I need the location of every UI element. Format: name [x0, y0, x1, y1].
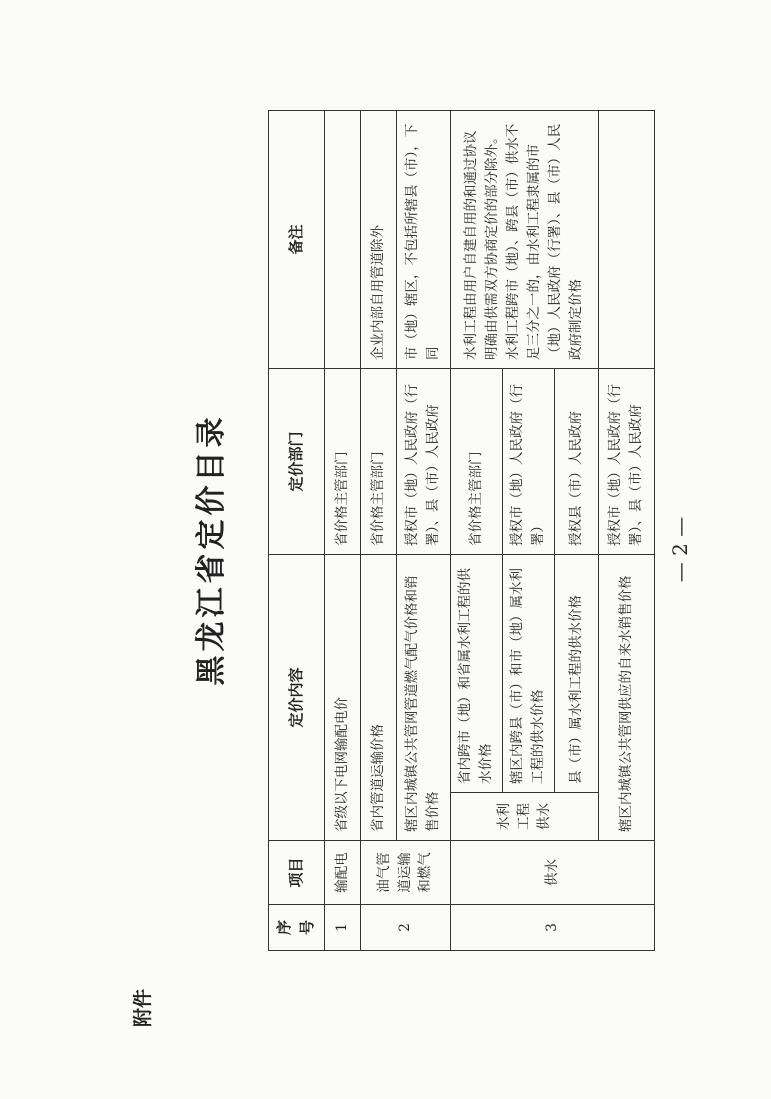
attachment-label: 附件 [132, 988, 154, 1027]
header-project: 项目 [269, 841, 325, 905]
cell-dept: 省价格主管部门 [324, 368, 360, 554]
header-content: 定价内容 [269, 554, 325, 840]
cell-project: 油气管道运输和燃气 [360, 841, 450, 905]
cell-content: 辖区内城镇公共管网管道燃气配气价格和销售价格 [396, 554, 450, 840]
table-header-row [269, 110, 325, 950]
cell-content: 辖区内跨县（市）和市（地）属水利工程的供水价格 [502, 554, 554, 792]
table-row [360, 110, 396, 950]
header-note: 备注 [269, 110, 325, 368]
cell-note: 企业内部自用管道除外 [360, 110, 396, 368]
header-dept: 定价部门 [269, 368, 325, 554]
pricing-catalog-table [268, 110, 655, 951]
table-row [450, 110, 502, 950]
cell-content: 辖区内城镇公共管网供应的自来水销售价格 [598, 554, 654, 840]
cell-content: 县（市）属水利工程的供水价格 [554, 554, 598, 792]
page-title: 黑龙江省定价目录 [194, 413, 229, 686]
cell-content: 省级以下电网输配电价 [324, 554, 360, 840]
cell-no: 1 [324, 905, 360, 951]
cell-content: 省内管道运输价格 [360, 554, 396, 840]
cell-content: 省内跨市（地）和省属水利工程的供水价格 [450, 554, 502, 792]
cell-note: 市（地）辖区，不包括所辖县（市），下同 [396, 110, 450, 368]
cell-dept: 授权县（市）人民政府 [554, 368, 598, 554]
cell-note: 水利工程由用户自建自用的和通过协议明确由供需双方协商定价的部分除外。水利工程跨市（地）、跨县（市）供水不足三分之一的，由水利工程隶属的市（地）人民政府（行署）、县（市）人民政府制定价格 [450, 110, 598, 368]
cell-dept: 省价格主管部门 [360, 368, 396, 554]
page-number: — 2 — [668, 516, 692, 583]
cell-dept: 授权市（地）人民政府（行署）、县（市）人民政府 [396, 368, 450, 554]
cell-no: 3 [450, 905, 654, 951]
cell-subproject: 水利工程供水 [450, 793, 598, 841]
table-row [324, 110, 360, 950]
cell-note [324, 110, 360, 368]
cell-no: 2 [360, 905, 450, 951]
cell-dept: 授权市（地）人民政府（行署）、县（市）人民政府 [598, 368, 654, 554]
table-row [396, 110, 450, 950]
cell-project: 输配电 [324, 841, 360, 905]
cell-note [598, 110, 654, 368]
header-no: 序号 [269, 905, 325, 951]
cell-dept: 省价格主管部门 [450, 368, 502, 554]
cell-project: 供水 [450, 841, 654, 905]
table-row [598, 110, 654, 950]
cell-dept: 授权市（地）人民政府（行署） [502, 368, 554, 554]
